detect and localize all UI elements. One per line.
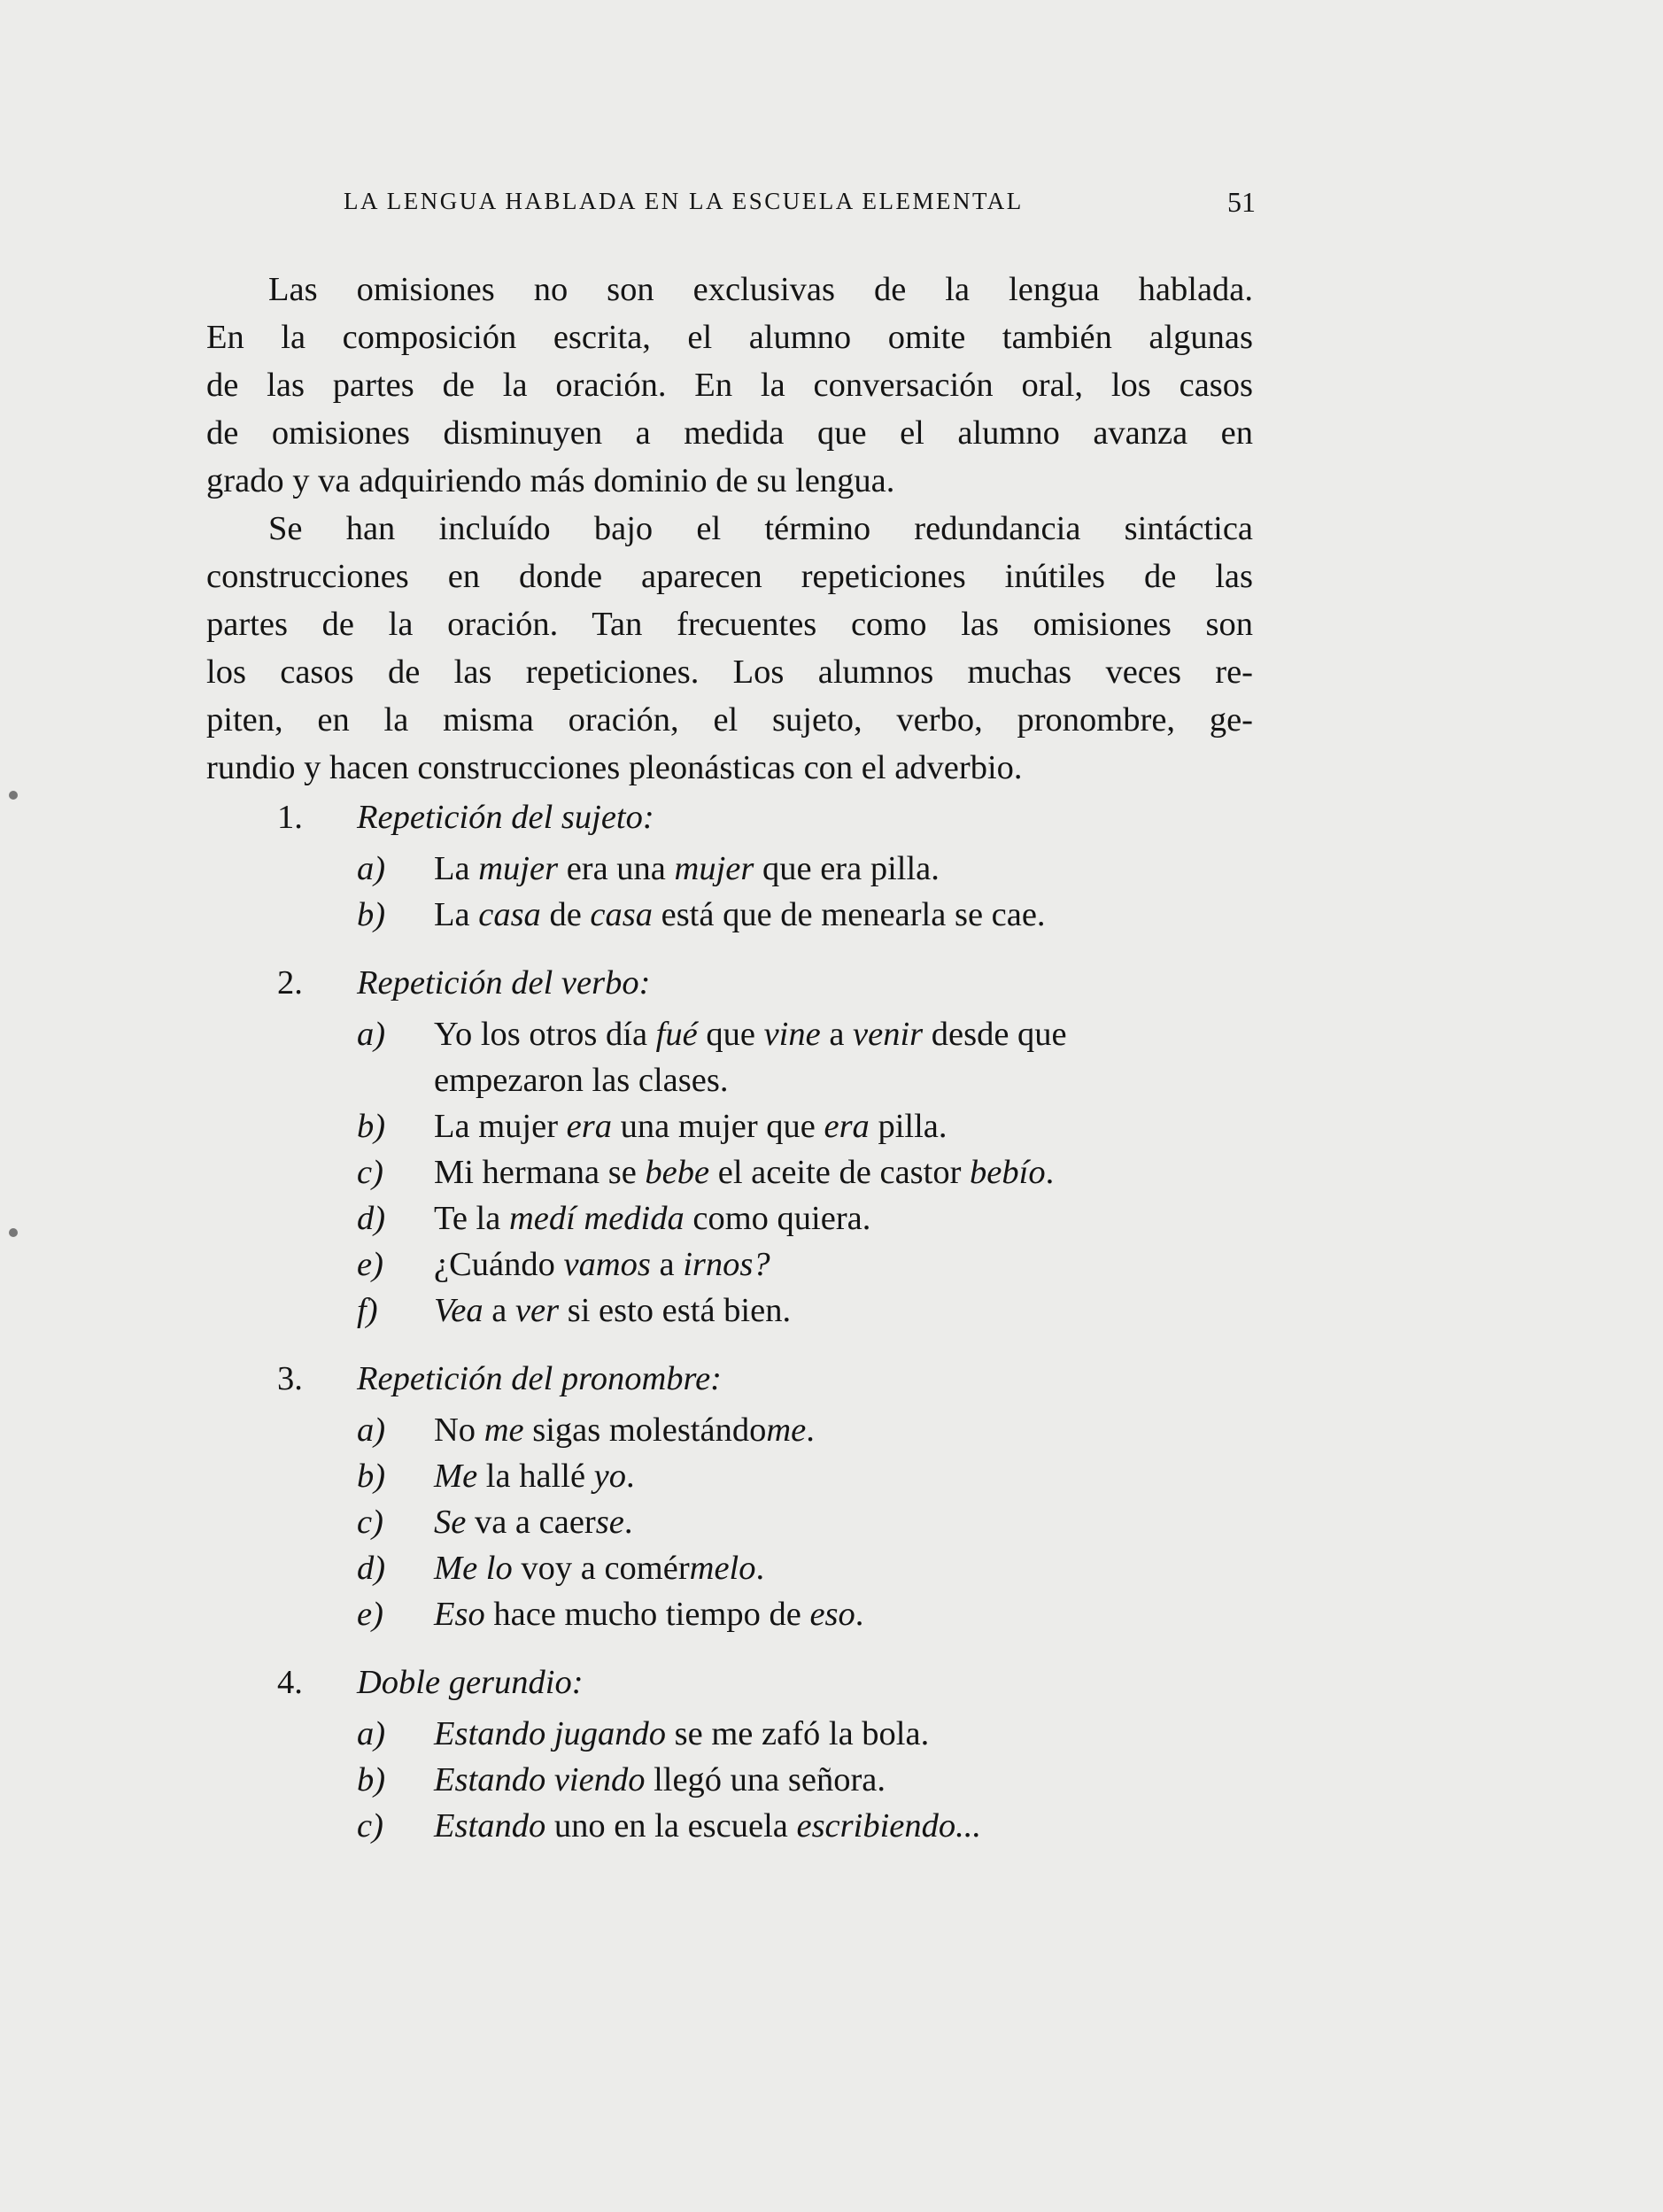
plain-text: de (540, 896, 591, 933)
section-number: 2. (277, 964, 303, 1002)
plain-text: a (650, 1246, 684, 1283)
section-gap (206, 1637, 1253, 1657)
emphasized-text: me (766, 1412, 807, 1449)
example-item (206, 1241, 1253, 1288)
example-item (206, 892, 1253, 938)
example-item (206, 1803, 1253, 1849)
plain-text: La mujer (434, 1108, 567, 1145)
text-line: los casos de las repeticiones. Los alumnos muchas veces re- (206, 654, 1253, 691)
plain-text: . (623, 1504, 633, 1541)
item-text (434, 1757, 1252, 1803)
plain-text: voy a comér (512, 1550, 690, 1587)
plain-text: La (434, 850, 479, 887)
emphasized-text: eso (809, 1596, 855, 1633)
text-line: Se han incluído bajo el término redundancia sintáctica (268, 510, 1253, 547)
item-label: d) (357, 1200, 386, 1237)
plain-text: desde que (923, 1016, 1067, 1053)
paragraph-redundancy (206, 505, 1253, 792)
plain-text: que (697, 1016, 764, 1053)
emphasized-text: Eso (434, 1596, 485, 1633)
plain-text: que era pilla. (754, 850, 940, 887)
paragraph-omissions (206, 266, 1253, 505)
section-title: Doble gerundio: (357, 1664, 584, 1701)
plain-text: . (755, 1550, 765, 1587)
example-item (206, 1288, 1253, 1334)
plain-text: la hallé (477, 1458, 594, 1495)
emphasized-text: escribiendo... (796, 1807, 981, 1845)
plain-text: . (806, 1412, 815, 1449)
emphasized-text: casa (478, 896, 541, 933)
section-number: 3. (277, 1360, 303, 1397)
item-text (434, 1711, 1252, 1757)
section-heading (206, 963, 1253, 1011)
emphasized-text: Me (434, 1458, 478, 1495)
text-line: En la composición escrita, el alumno omite también algunas (206, 319, 1253, 356)
emphasized-text: Estando viendo (434, 1761, 646, 1798)
continuation-line: empezaron las clases. (434, 1062, 729, 1099)
margin-mark (9, 791, 18, 800)
emphasized-text: Me lo (434, 1550, 513, 1587)
page-number: 51 (1227, 186, 1256, 218)
item-text (434, 1103, 1252, 1149)
item-text (434, 1149, 1252, 1195)
plain-text: ¿Cuándo (434, 1246, 564, 1283)
example-item (206, 1499, 1253, 1545)
item-label: b) (357, 1108, 386, 1145)
emphasized-text: irnos? (683, 1246, 770, 1283)
plain-text: era una (558, 850, 675, 887)
item-label: f) (357, 1292, 378, 1329)
item-text (434, 892, 1252, 938)
page-body (206, 266, 1253, 1849)
emphasized-text: melo (689, 1550, 756, 1587)
plain-text: una mujer que (612, 1108, 824, 1145)
plain-text: llegó una señora. (645, 1761, 886, 1798)
emphasized-text: era (566, 1108, 612, 1145)
example-item (206, 1149, 1253, 1195)
text-line: Las omisiones no son exclusivas de la lengua hablada. (268, 271, 1253, 308)
section-gap (206, 938, 1253, 957)
text-line: de omisiones disminuyen a medida que el alumno avanza en (206, 414, 1253, 452)
plain-text: hace mucho tiempo de (484, 1596, 810, 1633)
plain-text: como quiera. (684, 1200, 871, 1237)
plain-text: . (626, 1458, 635, 1495)
plain-text: . (1045, 1154, 1055, 1191)
plain-text: Mi hermana se (434, 1154, 646, 1191)
emphasized-text: vamos (563, 1246, 651, 1283)
plain-text: sigas molestándo (523, 1412, 767, 1449)
item-label: b) (357, 1458, 386, 1495)
example-item (206, 1407, 1253, 1453)
emphasized-text: casa (590, 896, 653, 933)
item-label: e) (357, 1596, 383, 1633)
section-heading (206, 1663, 1253, 1711)
text-line: partes de la oración. Tan frecuentes como las omisiones son (206, 606, 1253, 643)
emphasized-text: mujer (674, 850, 754, 887)
margin-mark (9, 1228, 18, 1237)
plain-text: está que de menearla se cae. (652, 896, 1046, 933)
emphasized-text: era (824, 1108, 870, 1145)
section-number: 4. (277, 1664, 303, 1701)
item-text (434, 1407, 1252, 1453)
section-title: Repetición del verbo: (357, 964, 651, 1002)
example-item (206, 1453, 1253, 1499)
emphasized-text: se (595, 1504, 624, 1541)
example-item (206, 1011, 1253, 1103)
text-line: piten, en la misma oración, el sujeto, verbo, pronombre, ge- (206, 701, 1253, 739)
item-label: b) (357, 1761, 386, 1798)
item-text (434, 1591, 1252, 1637)
plain-text: si esto está bien. (559, 1292, 792, 1329)
item-text (434, 1499, 1252, 1545)
emphasized-text: me (483, 1412, 524, 1449)
plain-text: el aceite de castor (709, 1154, 971, 1191)
section-title: Repetición del sujeto: (357, 799, 654, 836)
plain-text: pilla. (869, 1108, 948, 1145)
item-label: e) (357, 1246, 383, 1283)
item-label: c) (357, 1154, 383, 1191)
emphasized-text: bebe (645, 1154, 710, 1191)
text-line: rundio y hacen construcciones pleonásticas con el adverbio. (206, 749, 1023, 786)
emphasized-text: vine (763, 1016, 821, 1053)
plain-text: a (820, 1016, 854, 1053)
section-number: 1. (277, 799, 303, 836)
example-sections (206, 798, 1253, 1849)
section-heading (206, 798, 1253, 846)
text-line: grado y va adquiriendo más dominio de su lengua. (206, 462, 895, 499)
example-item (206, 1545, 1253, 1591)
section-title: Repetición del pronombre: (357, 1360, 722, 1397)
item-label: a) (357, 1412, 386, 1449)
item-text (434, 1545, 1252, 1591)
example-item (206, 1591, 1253, 1637)
running-header (344, 188, 1256, 223)
plain-text: . (855, 1596, 864, 1633)
emphasized-text: fué (655, 1016, 698, 1053)
item-text (434, 1803, 1252, 1849)
item-text (434, 846, 1252, 892)
item-label: b) (357, 896, 386, 933)
example-item (206, 1195, 1253, 1241)
item-text (434, 1011, 1252, 1103)
example-item (206, 1103, 1253, 1149)
emphasized-text: Estando jugando (434, 1715, 667, 1752)
plain-text: a (483, 1292, 515, 1329)
plain-text: se me zafó la bola. (666, 1715, 930, 1752)
item-text (434, 1453, 1252, 1499)
emphasized-text: ver (514, 1292, 560, 1329)
emphasized-text: venir (853, 1016, 924, 1053)
emphasized-text: medí medida (508, 1200, 685, 1237)
example-item (206, 1711, 1253, 1757)
item-text (434, 1195, 1252, 1241)
emphasized-text: mujer (478, 850, 559, 887)
emphasized-text: Se (434, 1504, 467, 1541)
item-label: c) (357, 1807, 383, 1845)
example-item (206, 1757, 1253, 1803)
header-title: LA LENGUA HABLADA EN LA ESCUELA ELEMENTAL (344, 188, 1024, 214)
item-label: a) (357, 1715, 386, 1752)
item-text (434, 1288, 1252, 1334)
emphasized-text: Estando (434, 1807, 546, 1845)
emphasized-text: bebío (970, 1154, 1046, 1191)
plain-text: Te la (434, 1200, 509, 1237)
plain-text: Yo los otros día (434, 1016, 656, 1053)
plain-text: No (434, 1412, 484, 1449)
section-gap (206, 1334, 1253, 1353)
plain-text: uno en la escuela (545, 1807, 797, 1845)
section-heading (206, 1359, 1253, 1407)
plain-text: va a caer (466, 1504, 596, 1541)
emphasized-text: yo (593, 1458, 626, 1495)
item-text (434, 1241, 1252, 1288)
text-line: construcciones en donde aparecen repeticiones inútiles de las (206, 558, 1253, 595)
item-label: a) (357, 850, 386, 887)
item-label: c) (357, 1504, 383, 1541)
plain-text: La (434, 896, 479, 933)
example-item (206, 846, 1253, 892)
emphasized-text: Vea (434, 1292, 483, 1329)
text-line: de las partes de la oración. En la conversación oral, los casos (206, 367, 1253, 404)
item-label: d) (357, 1550, 386, 1587)
item-label: a) (357, 1016, 386, 1053)
